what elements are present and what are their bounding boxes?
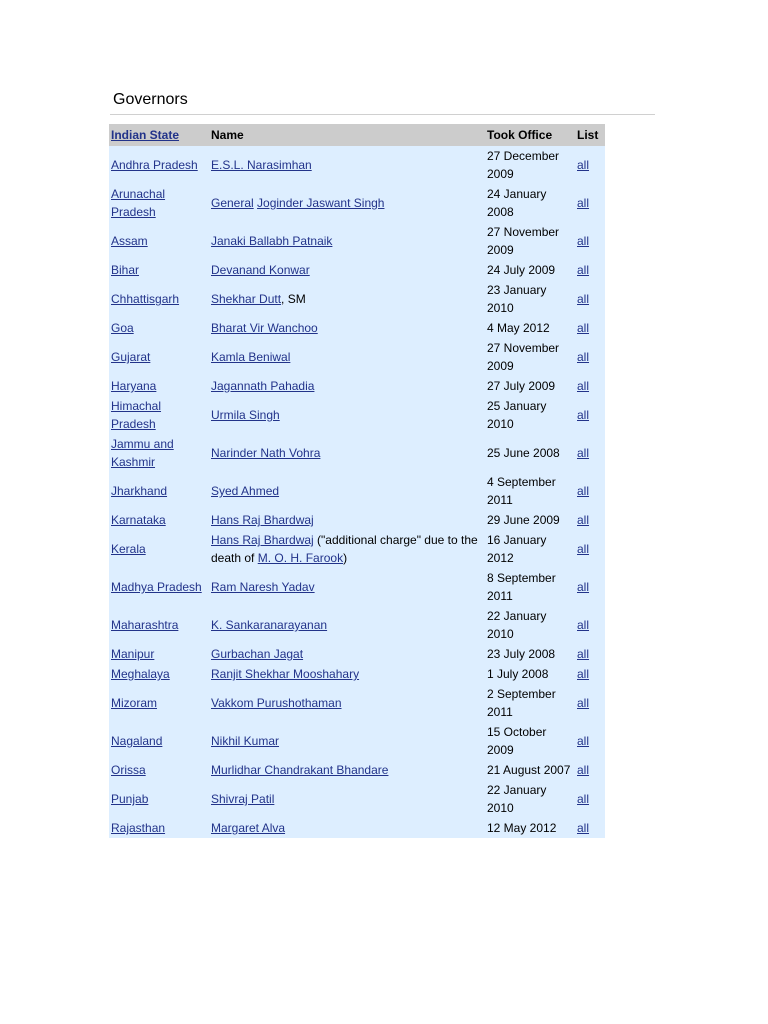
state-link[interactable]: Chhattisgarh: [111, 292, 180, 306]
list-all-link[interactable]: all: [577, 667, 590, 681]
state-link[interactable]: Meghalaya: [111, 667, 170, 681]
took-office-cell: 1 July 2008: [485, 664, 575, 684]
list-cell: [575, 280, 605, 318]
state-link[interactable]: Madhya Pradesh: [111, 580, 202, 594]
state-cell: [109, 260, 209, 280]
state-cell: [109, 510, 209, 530]
took-office-cell: 8 September 2011: [485, 568, 575, 606]
governor-name-cell: [209, 510, 485, 530]
table-row: [109, 280, 605, 318]
state-cell: [109, 184, 209, 222]
list-cell: [575, 338, 605, 376]
state-link[interactable]: Haryana: [111, 379, 157, 393]
table-row: [109, 222, 605, 260]
governor-name-link[interactable]: Ranjit Shekhar Mooshahary: [211, 667, 360, 681]
governor-name-link[interactable]: Bharat Vir Wanchoo: [211, 321, 318, 335]
governor-name-link[interactable]: Hans Raj Bhardwaj: [211, 533, 314, 547]
governor-name-cell: [209, 568, 485, 606]
list-all-link[interactable]: all: [577, 647, 590, 661]
heading-divider: [110, 114, 655, 115]
governor-name-link[interactable]: Devanand Konwar: [211, 263, 310, 277]
column-header-state[interactable]: [109, 124, 209, 146]
state-cell: [109, 280, 209, 318]
state-link[interactable]: Punjab: [111, 792, 149, 806]
took-office-cell: 27 November 2009: [485, 338, 575, 376]
table-row: [109, 318, 605, 338]
list-all-link[interactable]: all: [577, 350, 590, 364]
governor-name-cell: [209, 222, 485, 260]
took-office-cell: 27 December 2009: [485, 146, 575, 184]
state-cell: [109, 146, 209, 184]
list-cell: [575, 530, 605, 568]
table-row: [109, 644, 605, 664]
governor-name-cell: [209, 376, 485, 396]
governor-name-cell: [209, 472, 485, 510]
took-office-cell: 27 November 2009: [485, 222, 575, 260]
state-link[interactable]: Gujarat: [111, 350, 151, 364]
state-link[interactable]: Orissa: [111, 763, 146, 777]
governor-name-text: ("additional charge" due to the death of: [211, 533, 478, 565]
state-link[interactable]: Kerala: [111, 542, 146, 556]
list-cell: [575, 644, 605, 664]
governor-name-link[interactable]: Ram Naresh Yadav: [211, 580, 315, 594]
table-row: [109, 184, 605, 222]
state-cell: [109, 222, 209, 260]
list-cell: [575, 606, 605, 644]
took-office-cell: 15 October 2009: [485, 722, 575, 760]
state-cell: [109, 376, 209, 396]
table-row: [109, 664, 605, 684]
took-office-cell: 23 July 2008: [485, 644, 575, 664]
governor-name-cell: [209, 260, 485, 280]
governor-name-link[interactable]: General: [211, 196, 254, 210]
list-all-link[interactable]: all: [577, 321, 590, 335]
took-office-cell: 22 January 2010: [485, 780, 575, 818]
governor-name-cell: [209, 818, 485, 838]
governor-name-link[interactable]: Nikhil Kumar: [211, 734, 280, 748]
column-header-name: Name: [209, 124, 485, 146]
governor-name-cell: [209, 146, 485, 184]
table-row: [109, 376, 605, 396]
state-cell: [109, 396, 209, 434]
governor-name-link[interactable]: Joginder Jaswant Singh: [257, 196, 385, 210]
state-cell: [109, 568, 209, 606]
governor-name-cell: [209, 280, 485, 318]
state-cell: [109, 722, 209, 760]
table-row: [109, 722, 605, 760]
state-cell: [109, 472, 209, 510]
governor-name-link[interactable]: Murlidhar Chandrakant Bhandare: [211, 763, 389, 777]
governor-name-link[interactable]: Narinder Nath Vohra: [211, 446, 321, 460]
table-row: [109, 684, 605, 722]
list-cell: [575, 780, 605, 818]
state-cell: [109, 780, 209, 818]
took-office-cell: 4 September 2011: [485, 472, 575, 510]
state-cell: [109, 760, 209, 780]
took-office-cell: 29 June 2009: [485, 510, 575, 530]
governor-name-cell: [209, 760, 485, 780]
governor-name-text: ): [343, 551, 348, 565]
state-cell: [109, 818, 209, 838]
governor-name-link[interactable]: Gurbachan Jagat: [211, 647, 304, 661]
state-link[interactable]: Mizoram: [111, 696, 158, 710]
section-heading: Governors: [113, 91, 188, 108]
state-link[interactable]: Assam: [111, 234, 148, 248]
list-all-link[interactable]: all: [577, 408, 590, 422]
took-office-cell: 25 June 2008: [485, 434, 575, 472]
list-all-link[interactable]: all: [577, 513, 590, 527]
state-link[interactable]: Manipur: [111, 647, 155, 661]
governor-name-cell: [209, 644, 485, 664]
governor-name-cell: [209, 664, 485, 684]
state-cell: [109, 644, 209, 664]
governor-name-link[interactable]: Janaki Ballabh Patnaik: [211, 234, 333, 248]
list-cell: [575, 318, 605, 338]
table-row: [109, 780, 605, 818]
governor-name-text: , SM: [281, 292, 306, 306]
column-header-list: List: [575, 124, 605, 146]
governor-name-cell: [209, 318, 485, 338]
governor-name-cell: [209, 434, 485, 472]
governor-name-cell: [209, 184, 485, 222]
governor-name-link[interactable]: K. Sankaranarayanan: [211, 618, 328, 632]
list-all-link[interactable]: all: [577, 379, 590, 393]
table-body: [109, 146, 605, 838]
list-all-link[interactable]: all: [577, 618, 590, 632]
governor-name-cell: [209, 338, 485, 376]
list-all-link[interactable]: all: [577, 263, 590, 277]
column-header-took-office: Took Office: [485, 124, 575, 146]
list-cell: [575, 510, 605, 530]
list-cell: [575, 146, 605, 184]
governor-name-link[interactable]: Jagannath Pahadia: [211, 379, 315, 393]
took-office-cell: 24 January 2008: [485, 184, 575, 222]
took-office-cell: 27 July 2009: [485, 376, 575, 396]
took-office-cell: 12 May 2012: [485, 818, 575, 838]
table-row: [109, 568, 605, 606]
took-office-cell: 4 May 2012: [485, 318, 575, 338]
state-cell: [109, 606, 209, 644]
table-row: [109, 338, 605, 376]
list-cell: [575, 260, 605, 280]
table-row: [109, 530, 605, 568]
took-office-cell: 23 January 2010: [485, 280, 575, 318]
took-office-cell: 21 August 2007: [485, 760, 575, 780]
table-row: [109, 510, 605, 530]
governor-name-cell: [209, 530, 485, 568]
governor-name-cell: [209, 684, 485, 722]
governor-name-cell: [209, 722, 485, 760]
took-office-cell: 16 January 2012: [485, 530, 575, 568]
list-all-link[interactable]: all: [577, 484, 590, 498]
state-link[interactable]: Karnataka: [111, 513, 166, 527]
governor-name-link[interactable]: Shekhar Dutt: [211, 292, 282, 306]
state-cell: [109, 338, 209, 376]
table-row: [109, 260, 605, 280]
table-row: [109, 146, 605, 184]
list-cell: [575, 184, 605, 222]
state-cell: [109, 318, 209, 338]
governor-name-link[interactable]: Vakkom Purushothaman: [211, 696, 342, 710]
state-link[interactable]: Maharashtra: [111, 618, 179, 632]
governor-name-link[interactable]: Kamla Beniwal: [211, 350, 291, 364]
list-all-link[interactable]: all: [577, 292, 590, 306]
governor-name-cell: [209, 780, 485, 818]
list-all-link[interactable]: all: [577, 792, 590, 806]
state-link[interactable]: Arunachal Pradesh: [111, 187, 166, 219]
list-cell: [575, 684, 605, 722]
took-office-cell: 24 July 2009: [485, 260, 575, 280]
state-cell: [109, 684, 209, 722]
state-link[interactable]: Nagaland: [111, 734, 163, 748]
governors-table: [109, 124, 605, 838]
took-office-cell: 22 January 2010: [485, 606, 575, 644]
governor-name-link[interactable]: Shivraj Patil: [211, 792, 275, 806]
state-cell: [109, 530, 209, 568]
governor-name-link[interactable]: Hans Raj Bhardwaj: [211, 513, 314, 527]
state-link[interactable]: Rajasthan: [111, 821, 166, 835]
list-cell: [575, 434, 605, 472]
list-cell: [575, 568, 605, 606]
state-cell: [109, 664, 209, 684]
governor-name-cell: [209, 396, 485, 434]
list-cell: [575, 396, 605, 434]
table-row: [109, 760, 605, 780]
list-cell: [575, 760, 605, 780]
list-all-link[interactable]: all: [577, 446, 590, 460]
governor-name-link[interactable]: Syed Ahmed: [211, 484, 280, 498]
state-link[interactable]: Andhra Pradesh: [111, 158, 198, 172]
list-cell: [575, 722, 605, 760]
state-link[interactable]: Bihar: [111, 263, 140, 277]
table-row: [109, 606, 605, 644]
table-row: [109, 472, 605, 510]
governor-name-link[interactable]: Margaret Alva: [211, 821, 286, 835]
list-all-link[interactable]: all: [577, 763, 590, 777]
list-all-link[interactable]: all: [577, 158, 590, 172]
state-link[interactable]: Jammu and Kashmir: [111, 437, 174, 469]
table-row: [109, 818, 605, 838]
list-cell: [575, 222, 605, 260]
list-all-link[interactable]: all: [577, 542, 590, 556]
list-all-link[interactable]: all: [577, 234, 590, 248]
table-header-row: [109, 124, 605, 146]
list-all-link[interactable]: all: [577, 196, 590, 210]
list-all-link[interactable]: all: [577, 821, 590, 835]
list-all-link[interactable]: all: [577, 580, 590, 594]
sort-link-indian-state[interactable]: Indian State: [111, 128, 180, 142]
took-office-cell: 25 January 2010: [485, 396, 575, 434]
list-cell: [575, 472, 605, 510]
table-row: [109, 434, 605, 472]
governor-name-link[interactable]: E.S.L. Narasimhan: [211, 158, 312, 172]
state-link[interactable]: Goa: [111, 321, 134, 335]
state-link[interactable]: Himachal Pradesh: [111, 399, 162, 431]
table-row: [109, 396, 605, 434]
governor-name-cell: [209, 606, 485, 644]
state-link[interactable]: Jharkhand: [111, 484, 168, 498]
list-cell: [575, 818, 605, 838]
governor-name-link[interactable]: M. O. H. Farook: [257, 551, 344, 565]
list-all-link[interactable]: all: [577, 696, 590, 710]
took-office-cell: 2 September 2011: [485, 684, 575, 722]
list-cell: [575, 376, 605, 396]
list-cell: [575, 664, 605, 684]
state-cell: [109, 434, 209, 472]
governor-name-link[interactable]: Urmila Singh: [211, 408, 280, 422]
list-all-link[interactable]: all: [577, 734, 590, 748]
